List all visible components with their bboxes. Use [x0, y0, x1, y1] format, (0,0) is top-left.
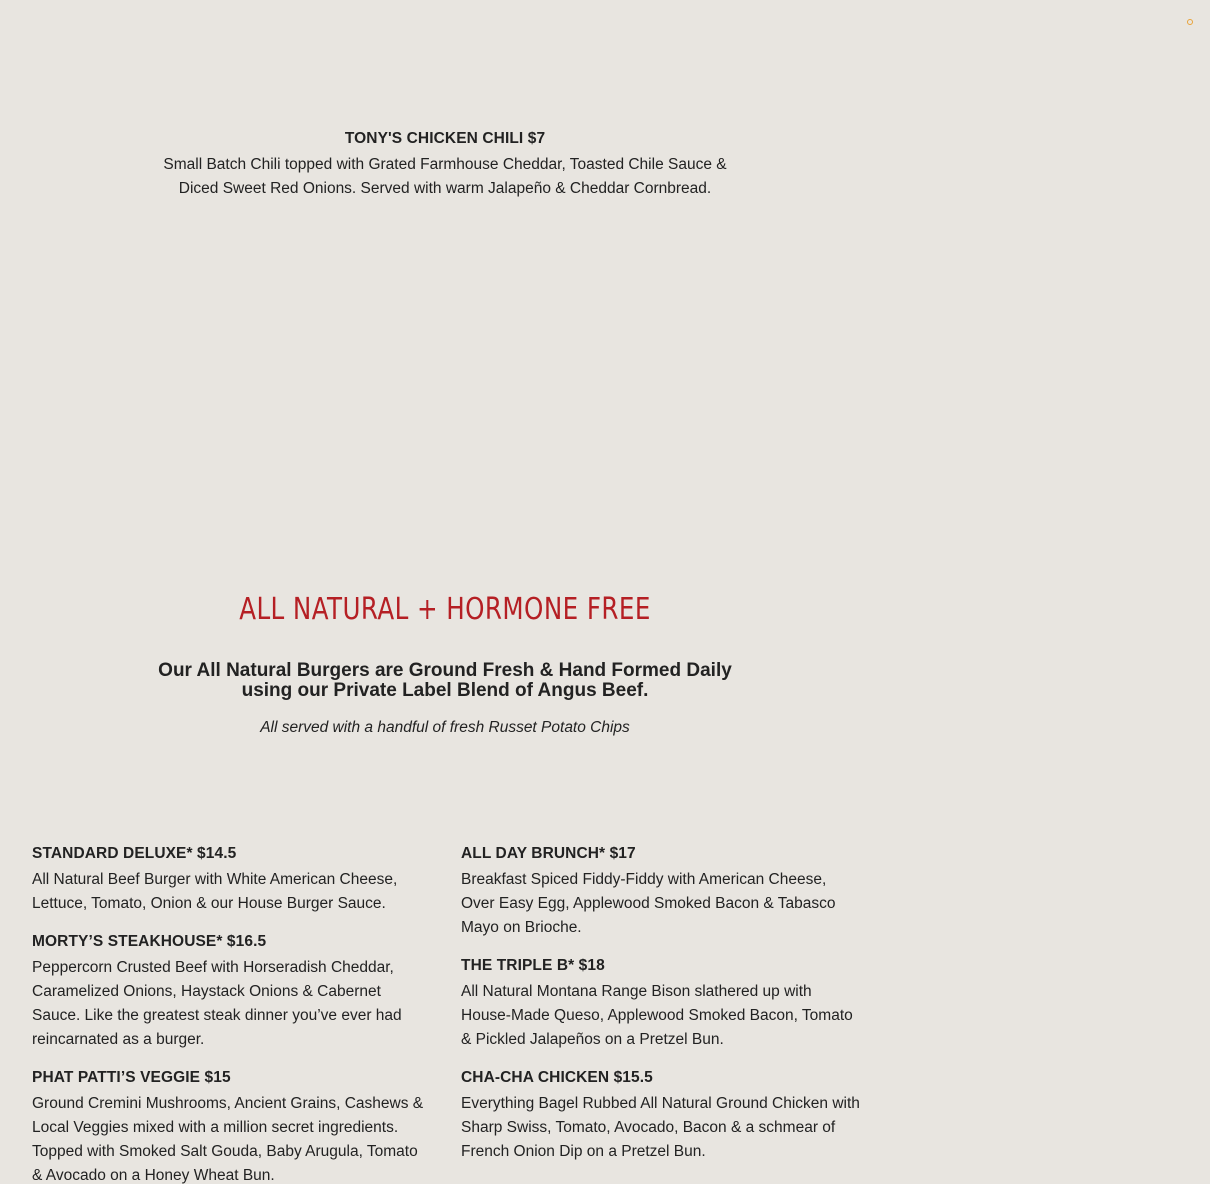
chili-desc-line-1: Small Batch Chili topped with Grated Farmhouse Cheddar, Toasted Chile Sauce &: [163, 156, 727, 173]
menu-item-all-day-brunch: [461, 844, 861, 940]
menu-item-title: PHAT PATTI’S VEGGIE $15: [32, 1069, 231, 1086]
section-subnote: All served with a handful of fresh Russet Potato Chips: [260, 719, 630, 736]
menu-item-triple-b: [461, 956, 861, 1052]
menu-item-desc: Ground Cremini Mushrooms, Ancient Grains, Cashews & Local Veggies mixed with a million secret ingredients. Topped with Smoked Salt Gouda, Baby Arugula, Tomato & Avocado on a Honey Wheat Bun.: [32, 1095, 424, 1184]
menu-item-title: CHA-CHA CHICKEN $15.5: [461, 1069, 653, 1086]
menu-item-title: MORTY’S STEAKHOUSE* $16.5: [32, 933, 267, 950]
menu-item-title: ALL DAY BRUNCH* $17: [461, 845, 636, 862]
burger-column-left: [32, 844, 432, 1184]
menu-item-title: THE TRIPLE B* $18: [461, 957, 605, 974]
chili-title: TONY'S CHICKEN CHILI $7: [344, 130, 546, 147]
section-intro-line-2: using our Private Label Blend of Angus Beef.: [241, 680, 649, 701]
section-intro-line-1: Our All Natural Burgers are Ground Fresh & Hand Formed Daily: [158, 660, 732, 681]
menu-item-desc: All Natural Montana Range Bison slathered up with House-Made Queso, Applewood Smoked Bacon, Tomato & Pickled Jalapeños on a Pretzel Bun.: [461, 983, 853, 1048]
menu-item-desc: Breakfast Spiced Fiddy-Fiddy with American Cheese, Over Easy Egg, Applewood Smoked Bacon & Tabasco Mayo on Brioche.: [461, 871, 836, 936]
section-heading: ALL NATURAL + HORMONE FREE: [239, 592, 651, 627]
chili-item: [140, 129, 750, 201]
menu-item-title: STANDARD DELUXE* $14.5: [32, 845, 237, 862]
burger-column-right: [461, 844, 861, 1180]
menu-item-cha-cha-chicken: [461, 1068, 861, 1164]
menu-item-desc: All Natural Beef Burger with White American Cheese, Lettuce, Tomato, Onion & our House Burger Sauce.: [32, 871, 398, 912]
menu-item-phat-pattis-veggie: [32, 1068, 432, 1184]
section-intro: [140, 661, 750, 701]
menu-item-standard-deluxe: [32, 844, 432, 916]
chili-desc-line-2: Diced Sweet Red Onions. Served with warm Jalapeño & Cheddar Cornbread.: [178, 180, 712, 197]
circle-indicator-icon[interactable]: [1187, 19, 1193, 25]
menu-item-mortys-steakhouse: [32, 932, 432, 1052]
menu-item-desc: Everything Bagel Rubbed All Natural Ground Chicken with Sharp Swiss, Tomato, Avocado, Bacon & a schmear of French Onion Dip on a Pretzel Bun.: [461, 1095, 860, 1160]
menu-item-desc: Peppercorn Crusted Beef with Horseradish Cheddar, Caramelized Onions, Haystack Onions & Cabernet Sauce. Like the greatest steak dinner you’ve ever had reincarnated as a burger.: [32, 959, 402, 1048]
